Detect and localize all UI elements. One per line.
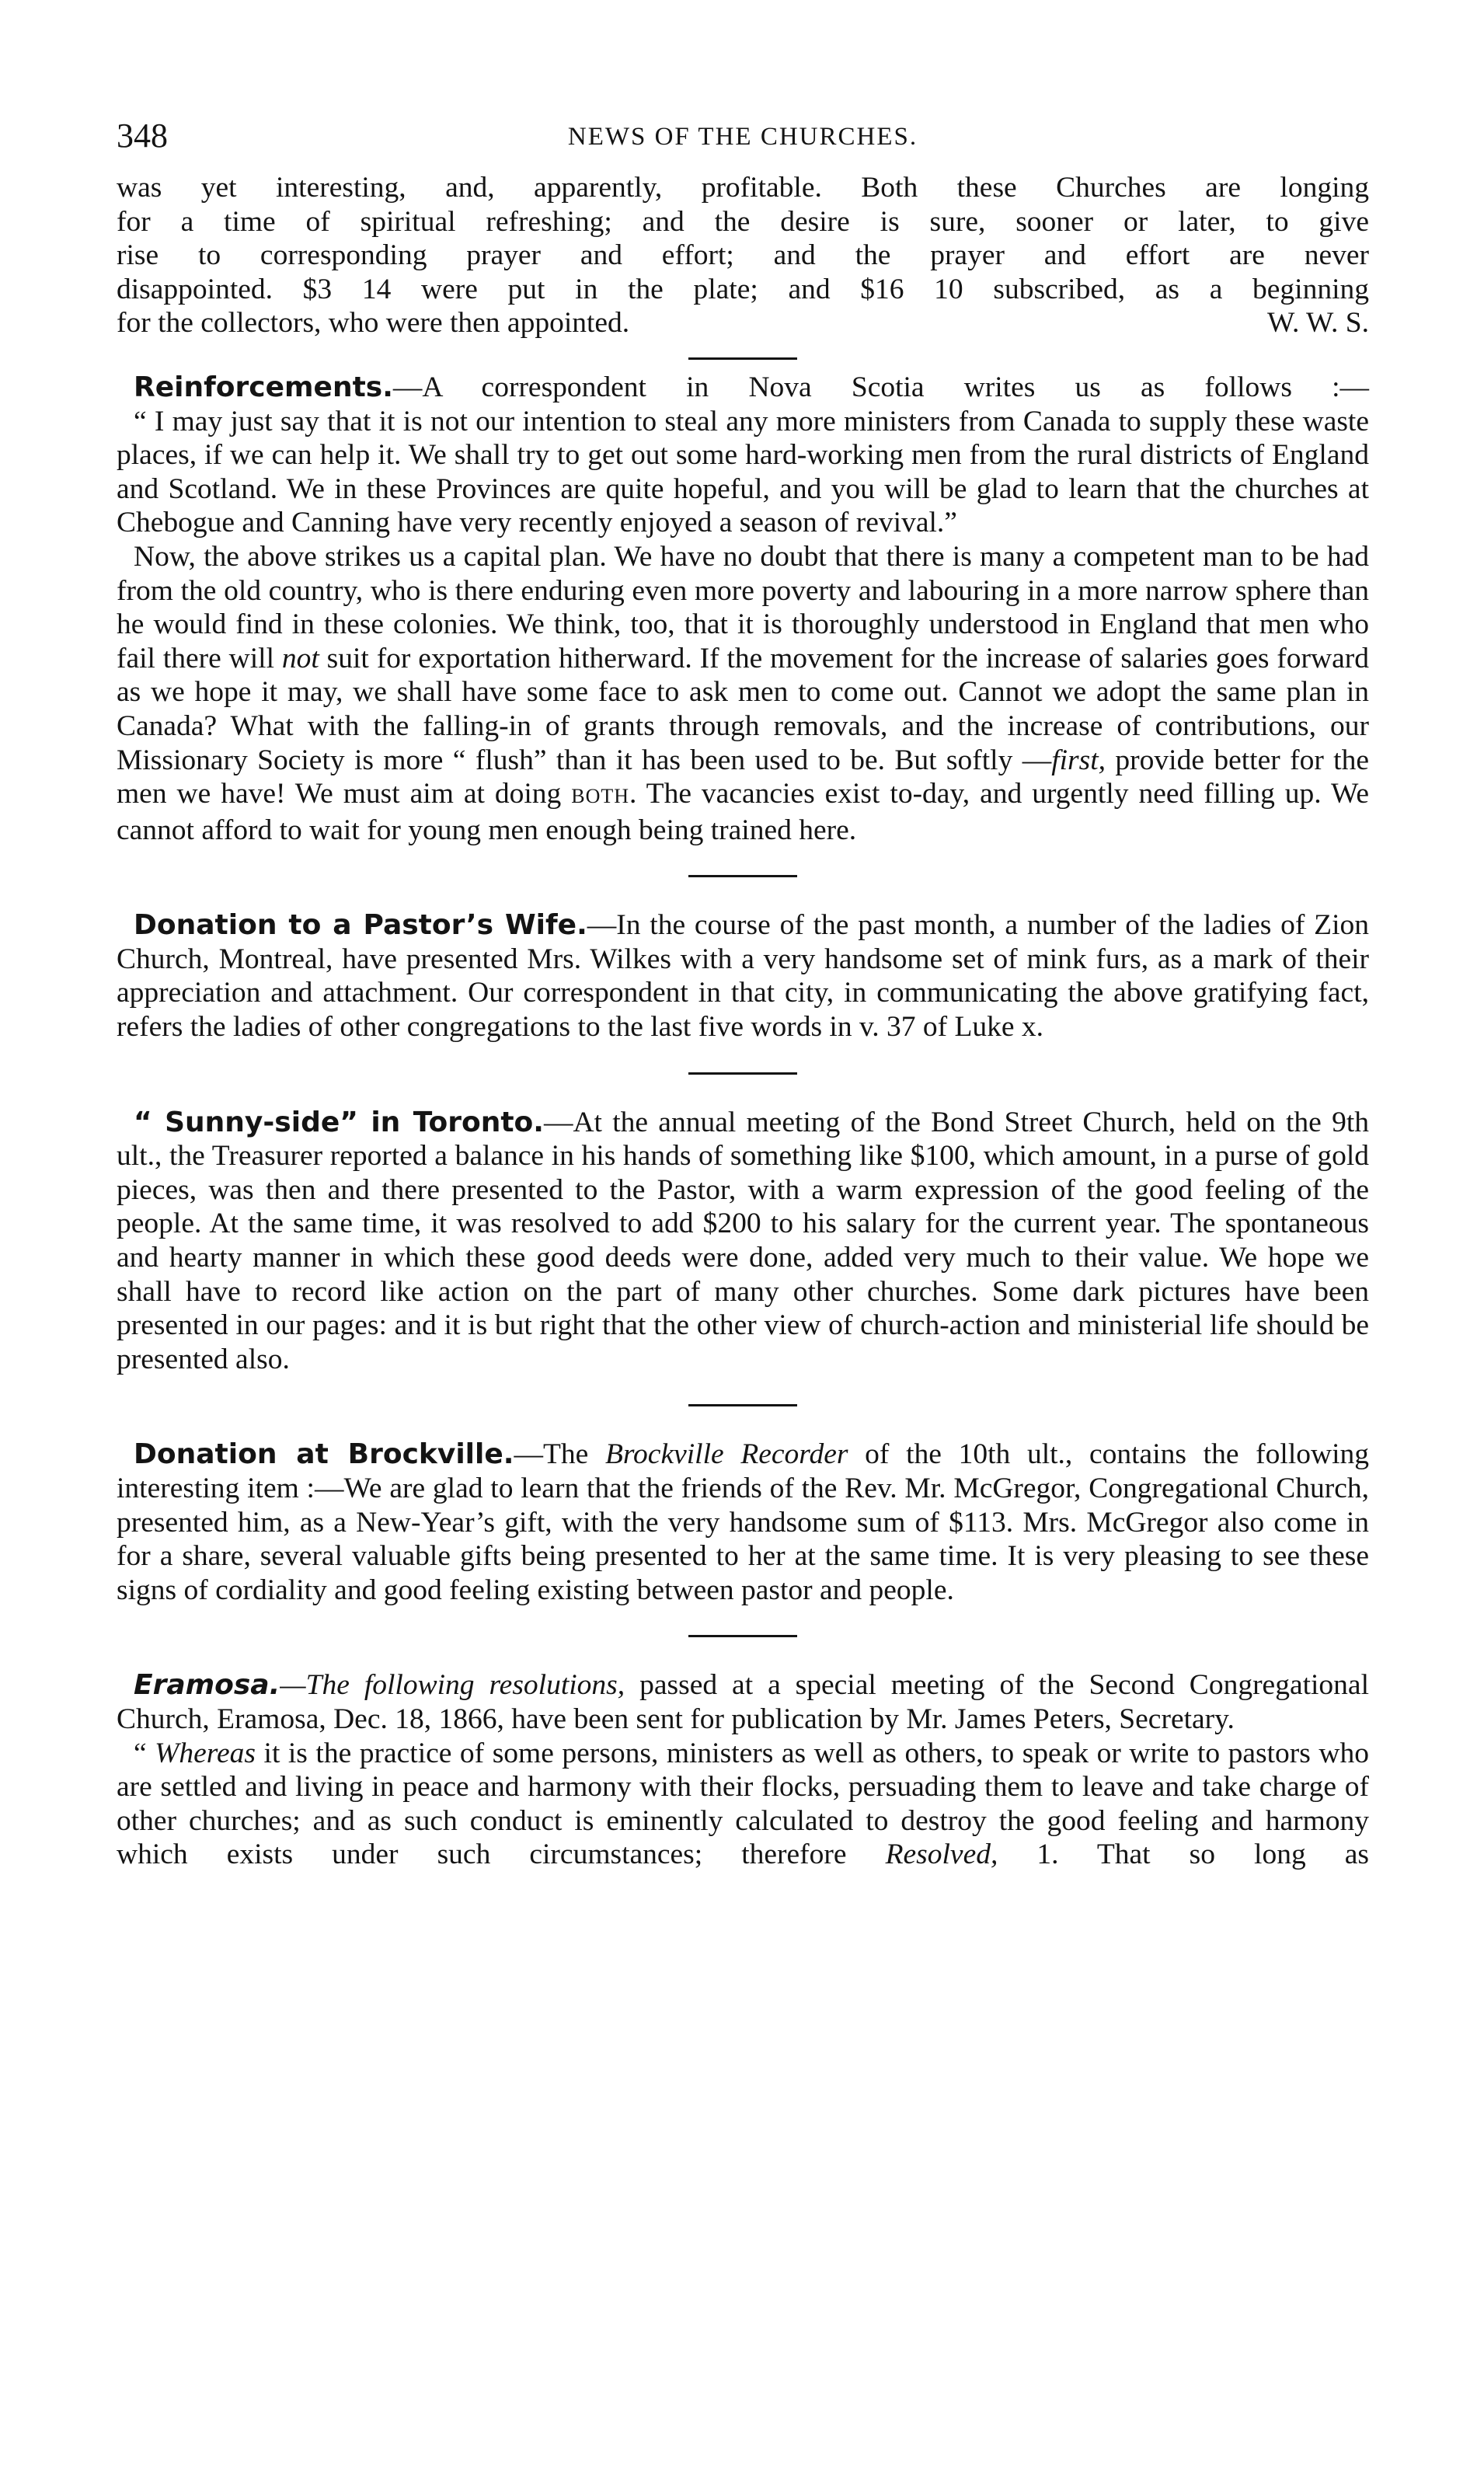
- section-divider: [688, 1635, 797, 1637]
- comment-text-1: Now, the above strikes us a capital plan. We have no doubt that there is many a competent man to be had from the old country, who is there enduring even more poverty and labouring in a more narrow sphere than he would find in these colonies. We think, too, that it is thoroughly understood in England that men who fail there will: [117, 540, 1369, 674]
- eramosa-title: Eramosa.: [134, 1669, 280, 1702]
- eramosa-quote-end: 1. That so long as: [998, 1839, 1369, 1871]
- reinforcements-title: Reinforcements.: [134, 371, 393, 403]
- signature: W. W. S.: [1267, 307, 1369, 340]
- intro-section: [117, 171, 1369, 340]
- section-divider: [688, 1072, 797, 1075]
- sunny-side-body: —At the annual meeting of the Bond Street Church, held on the 9th ult., the Treasurer reported a balance in his hands of something like $100, which amount, in a purse of gold pieces, was then and there presented to the Pastor, with a warm expression of the good feeling of the people. At the same time, it was resolved to add $200 to his salary for the current year. The spontaneous and hearty manner in which these good deeds were done, added very much to their value. We hope we shall have to record like action on the part of many other churches. Some dark pictures have been presented in our pages: and it is but right that the other view of church-action and ministerial life should be presented also.: [117, 1106, 1369, 1375]
- intro-line-3: rise to corresponding prayer and effort; and the prayer and effort are never: [117, 239, 1369, 272]
- intro-line-2: for a time of spiritual refreshing; and the desire is sure, sooner or later, to give: [117, 205, 1369, 238]
- page: [117, 117, 1369, 1872]
- eramosa-quote-open: “: [134, 1737, 155, 1769]
- sunny-side-paragraph: [117, 1106, 1369, 1377]
- section-divider: [688, 357, 797, 360]
- eramosa-resolved: Resolved,: [885, 1839, 998, 1871]
- donation-wife-paragraph: [117, 908, 1369, 1044]
- donation-wife-body: —In the course of the past month, a number of the ladies of Zion Church, Montreal, have presented Mrs. Wilkes with a very handsome set of mink furs, as a mark of their appreciation and attachment. Our correspondent in that city, in communicating the above gratifying fact, refers the ladies of other congregations to the last five words in v. 37 of Luke x.: [117, 909, 1369, 1044]
- eramosa-quote-body: it is the practice of some persons, ministers as well as others, to speak or write to pastors who are settled and living in peace and harmony with their flocks, persuading them to leave and take charge of other churches; and as such conduct is eminently calculated to destroy the good feeling and harmony which exists under such circumstances; therefore: [117, 1737, 1369, 1871]
- comment-emphasis-first: first,: [1051, 744, 1106, 776]
- section-divider: [688, 1404, 797, 1406]
- running-head: NEWS OF THE CHURCHES.: [567, 123, 918, 151]
- page-header: [117, 117, 1369, 171]
- sunny-side-title: “ Sunny-side” in Toronto.: [134, 1106, 544, 1138]
- intro-last-line: [117, 306, 1369, 340]
- reinforcements-quote: “ I may just say that it is not our intention to steal any more ministers from Canada to supply these waste places, if we can help it. We shall try to get out some hard-working men from the rural districts of England and Scotland. We in these Provinces are quite hopeful, and you will be glad to learn that the churches at Chebogue and Canning have very recently enjoyed a season of revival.”: [117, 405, 1369, 539]
- comment-text-2: suit for exportation hitherward. If the movement for the increase of salaries goes forward as we hope it may, we shall have some face to ask men to come out. Cannot we adopt the same plan in Canada? What with the falling-in of grants through removals, and the increase of contributions, our Missionary Society is more “ flush” than it has been used to be. But softly —: [117, 642, 1369, 776]
- reinforcements-lead: —A correspondent in Nova Scotia writes us as follows :—: [392, 371, 1369, 403]
- reinforcements-section: [117, 371, 1369, 847]
- brockville-title: Donation at Brockville.: [134, 1438, 514, 1471]
- comment-text-4: . The vacancies exist to-day, and urgently need filling up. We cannot afford to wait for young men enough being trained here.: [117, 778, 1369, 846]
- brockville-section: [117, 1438, 1369, 1607]
- brockville-body: of the 10th ult., contains the following interesting item :—We are glad to learn that the friends of the Rev. Mr. McGregor, Congregational Church, presented him, as a New-Year’s gift, with the very handsome sum of $113. Mrs. McGregor also come in for a share, several valuable gifts being presented to her at the same time. It is very pleasing to see these signs of cordiality and good feeling existing between pastor and people.: [117, 1438, 1369, 1606]
- comment-small-caps-both: BOTH: [571, 785, 630, 808]
- comment-text-3: provide better for the men we have! We must aim at doing: [117, 744, 1369, 810]
- eramosa-intro: [117, 1668, 1369, 1736]
- sunny-side-section: [117, 1106, 1369, 1377]
- brockville-paragraph: [117, 1438, 1369, 1607]
- eramosa-italic-lead: —The following resolutions,: [280, 1669, 625, 1702]
- page-number: 348: [117, 117, 168, 155]
- comment-emphasis-not: not: [281, 642, 319, 674]
- intro-last-text: for the collectors, who were then appointed.: [117, 307, 630, 340]
- eramosa-intro-text: passed at a special meeting of the Second Congregational Church, Eramosa, Dec. 18, 1866, have been sent for publication by Mr. James Peters, Secretary.: [117, 1669, 1369, 1735]
- brockville-pre: —The: [514, 1438, 605, 1471]
- donation-wife-section: [117, 908, 1369, 1044]
- eramosa-quote: [117, 1737, 1369, 1872]
- reinforcements-lead-line: [117, 371, 1369, 405]
- donation-wife-title: Donation to a Pastor’s Wife.: [134, 909, 587, 942]
- reinforcements-comment: [117, 540, 1369, 847]
- intro-line-4: disappointed. $3 14 were put in the plate; and $16 10 subscribed, as a beginning: [117, 273, 1369, 305]
- eramosa-whereas: Whereas: [155, 1737, 256, 1769]
- eramosa-section: [117, 1668, 1369, 1872]
- brockville-newspaper-name: Brockville Recorder: [604, 1438, 848, 1471]
- section-divider: [688, 875, 797, 877]
- intro-line-1: was yet interesting, and, apparently, profitable. Both these Churches are longing: [117, 172, 1369, 204]
